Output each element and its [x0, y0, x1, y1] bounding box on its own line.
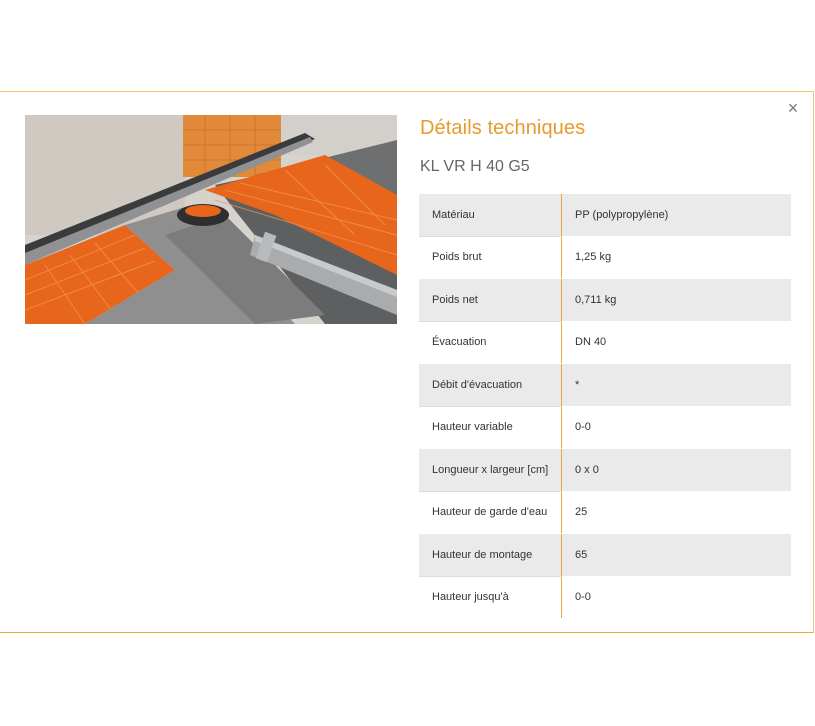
spec-value: 0 x 0 — [562, 449, 792, 492]
product-reference: KL VR H 40 G5 — [420, 158, 530, 175]
product-photo — [25, 115, 397, 324]
spec-label: Hauteur variable — [419, 406, 562, 449]
spec-label: Poids brut — [419, 236, 562, 279]
table-row — [419, 534, 791, 577]
spec-label: Hauteur de garde d'eau — [419, 491, 562, 534]
spec-value: 0,711 kg — [562, 279, 792, 322]
table-row — [419, 321, 791, 364]
spec-label: Longueur x largeur [cm] — [419, 449, 562, 492]
spec-value: 25 — [562, 491, 792, 534]
table-row — [419, 194, 791, 236]
modal-title: Détails techniques — [420, 117, 586, 139]
table-row — [419, 406, 791, 449]
spec-value: 1,25 kg — [562, 236, 792, 279]
spec-label: Hauteur de montage — [419, 534, 562, 577]
spec-value: * — [562, 364, 792, 407]
spec-value: PP (polypropylène) — [562, 194, 792, 236]
table-row — [419, 279, 791, 322]
spec-label: Matériau — [419, 194, 562, 236]
spec-label: Poids net — [419, 279, 562, 322]
spec-value: 0-0 — [562, 406, 792, 449]
spec-label: Hauteur jusqu'à — [419, 576, 562, 619]
table-row — [419, 236, 791, 279]
specs-table — [419, 194, 791, 619]
table-row — [419, 491, 791, 534]
table-row — [419, 576, 791, 619]
table-row — [419, 449, 791, 492]
spec-value: 0-0 — [562, 576, 792, 619]
spec-value: DN 40 — [562, 321, 792, 364]
table-row — [419, 364, 791, 407]
spec-label: Évacuation — [419, 321, 562, 364]
tech-details-modal — [0, 91, 814, 633]
close-icon[interactable]: × — [787, 98, 799, 118]
spec-value: 65 — [562, 534, 792, 577]
spec-label: Débit d'évacuation — [419, 364, 562, 407]
